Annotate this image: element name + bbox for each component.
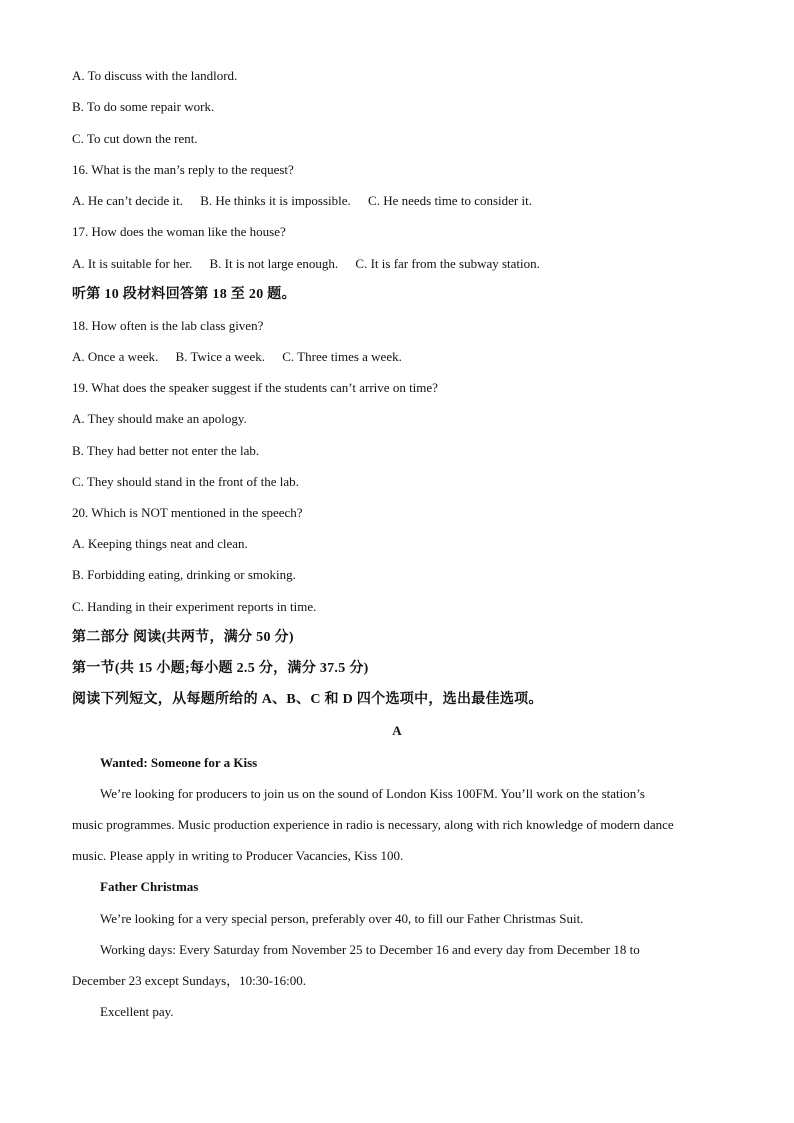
- q18-option-b: B. Twice a week.: [175, 349, 265, 364]
- q16-option-b: B. He thinks it is impossible.: [200, 193, 351, 208]
- q16-option-a: A. He can’t decide it.: [72, 193, 183, 208]
- ad2-line-2: Working days: Every Saturday from November 25 to December 16 and every day from December 18 to: [100, 942, 640, 957]
- q19-question: 19. What does the speaker suggest if the students can’t arrive on time?: [72, 380, 438, 395]
- q17-options: [72, 256, 540, 272]
- ad2-line-1: We’re looking for a very special person, preferably over 40, to fill our Father Christmas Suit.: [100, 911, 584, 926]
- passage-letter: A: [392, 723, 402, 738]
- instructions: 阅读下列短文，从每题所给的 A、B、C 和 D 四个选项中，选出最佳选项。: [72, 692, 543, 707]
- q19-option-c: C. They should stand in the front of the lab.: [72, 474, 299, 489]
- ad1-line-2: music programmes. Music production experience in radio is necessary, along with rich knowledge of modern dance: [72, 817, 674, 832]
- section10-heading: 听第 10 段材料回答第 18 至 20 题。: [72, 287, 296, 302]
- ad1-line-3: music. Please apply in writing to Producer Vacancies, Kiss 100.: [72, 848, 404, 863]
- q15-option-c: C. To cut down the rent.: [72, 131, 198, 146]
- part2-heading: 第二部分 阅读(共两节，满分 50 分): [72, 630, 294, 645]
- q17-question: 17. How does the woman like the house?: [72, 224, 286, 239]
- ad2-line-3: December 23 except Sundays，10:30-16:00.: [72, 973, 306, 988]
- section1-heading: 第一节(共 15 小题;每小题 2.5 分，满分 37.5 分): [72, 661, 369, 676]
- q18-options: [72, 349, 402, 365]
- ad1-title: Wanted: Someone for a Kiss: [100, 755, 258, 770]
- q16-options: [72, 193, 532, 209]
- q15-option-a: A. To discuss with the landlord.: [72, 68, 238, 83]
- q18-option-c: C. Three times a week.: [282, 349, 402, 364]
- q17-option-a: A. It is suitable for her.: [72, 256, 193, 271]
- q17-option-b: B. It is not large enough.: [209, 256, 339, 271]
- q20-option-b: B. Forbidding eating, drinking or smoking.: [72, 567, 296, 582]
- q20-question: 20. Which is NOT mentioned in the speech?: [72, 505, 303, 520]
- ad2-line-4: Excellent pay.: [100, 1004, 174, 1019]
- ad1-line-1: We’re looking for producers to join us on the sound of London Kiss 100FM. You’ll work on the station’s: [100, 786, 645, 801]
- q16-option-c: C. He needs time to consider it.: [368, 193, 532, 208]
- q15-option-b: B. To do some repair work.: [72, 99, 215, 114]
- q19-option-a: A. They should make an apology.: [72, 411, 247, 426]
- q19-option-b: B. They had better not enter the lab.: [72, 443, 260, 458]
- q16-question: 16. What is the man’s reply to the request?: [72, 162, 294, 177]
- q18-option-a: A. Once a week.: [72, 349, 159, 364]
- q18-question: 18. How often is the lab class given?: [72, 318, 264, 333]
- q20-option-c: C. Handing in their experiment reports in time.: [72, 599, 317, 614]
- q17-option-c: C. It is far from the subway station.: [355, 256, 540, 271]
- q20-option-a: A. Keeping things neat and clean.: [72, 536, 248, 551]
- ad2-title: Father Christmas: [100, 879, 199, 894]
